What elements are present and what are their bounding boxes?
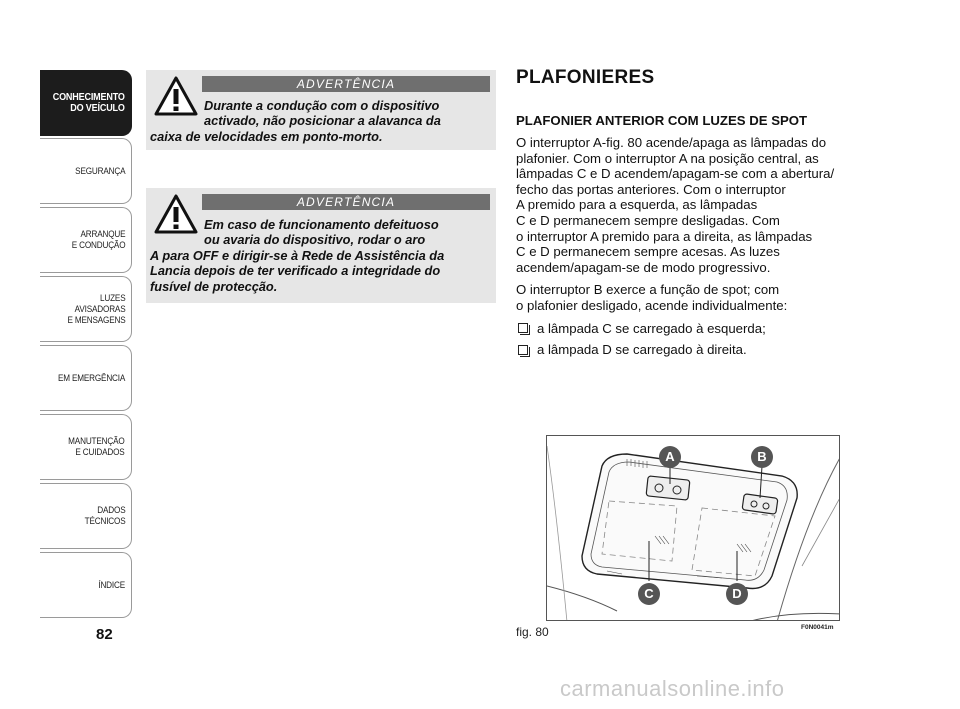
tab-manutencao-e-cuidados[interactable] <box>40 414 132 480</box>
main-content <box>516 66 856 364</box>
chapter-tabs <box>40 70 134 620</box>
callout-b: B <box>751 446 773 468</box>
list-item-text: a lâmpada C se carregado à esquerda; <box>537 320 766 336</box>
warning-line: caixa de velocidades em ponto-morto. <box>150 128 383 144</box>
warning-line: Durante a condução com o dispositivo <box>204 98 440 113</box>
warning-title: ADVERTÊNCIA <box>202 194 490 210</box>
subsection-title: PLAFONIER ANTERIOR COM LUZES DE SPOT <box>516 113 808 128</box>
warning-box-2 <box>146 188 496 303</box>
warning-line: activado, não posicionar a alavanca da <box>204 113 441 129</box>
paragraph: O interruptor A-fig. 80 acende/apaga as lâmpadas do plafonier. Com o interruptor A na posição central, as lâmpadas C e D acendem/apagam-se com a abertura/ fecho das portas anteriores. Com o interruptor A premido para a esquerda, as lâmpadas C e D permanecem sempre desligadas. Com o interruptor A premido para a direita, as lâmpadas C e D permanecem sempre acesas. As luzes acendem/apagam-se de modo progressivo. <box>516 135 835 275</box>
figure-caption: fig. 80 <box>516 625 549 639</box>
warning-title: ADVERTÊNCIA <box>202 76 490 92</box>
tab-label: ÍNDICE <box>98 579 125 591</box>
list-item <box>516 321 856 337</box>
tab-label: EM EMERGÊNCIA <box>57 372 125 384</box>
tab-em-emergencia[interactable] <box>40 345 132 411</box>
bullet-box-icon <box>518 323 528 333</box>
ceiling-light-drawing <box>547 436 840 621</box>
list-item-text: a lâmpada D se carregado à direita. <box>537 342 747 358</box>
watermark: carmanualsonline.info <box>560 676 785 701</box>
figure-code: F0N0041m <box>801 624 834 631</box>
tab-arranque-e-conducao[interactable] <box>40 207 132 273</box>
callout-c: C <box>638 583 660 605</box>
tab-seguranca[interactable] <box>40 138 132 204</box>
callout-a: A <box>659 446 681 468</box>
tab-luzes-avisadoras[interactable] <box>40 276 132 342</box>
tab-indice[interactable] <box>40 552 132 618</box>
bullet-box-icon <box>518 345 528 355</box>
paragraph: O interruptor B exerce a função de spot; com o plafonier desligado, acende individualmente: <box>516 282 788 313</box>
figure-illustration <box>546 435 840 621</box>
section-title: PLAFONIERES <box>516 67 655 88</box>
tab-conhecimento-do-veiculo[interactable] <box>40 70 132 136</box>
tab-label: SEGURANÇA <box>74 165 125 177</box>
tab-dados-tecnicos[interactable] <box>40 483 132 549</box>
warning-line: ou avaria do dispositivo, rodar o aro <box>204 232 426 248</box>
list-item <box>516 342 856 358</box>
tab-label: DADOS TÉCNICOS <box>84 505 125 527</box>
page-number: 82 <box>96 626 113 643</box>
warning-line: A para OFF e dirigir-se à Rede de Assistência da <box>150 247 445 263</box>
tab-label: ARRANQUE E CONDUÇÃO <box>71 229 125 251</box>
warning-line: Em caso de funcionamento defeituoso <box>204 217 439 232</box>
tab-label: CONHECIMENTO DO VEÍCULO <box>52 91 125 114</box>
warning-text <box>150 217 490 294</box>
tab-label: MANUTENÇÃO E CUIDADOS <box>68 436 125 458</box>
tab-label: LUZES AVISADORAS E MENSAGENS <box>66 292 125 326</box>
warning-box-1 <box>146 70 496 150</box>
warning-line: Lancia depois de ter verificado a integridade do <box>150 263 441 279</box>
warning-line: fusível de protecção. <box>150 278 278 294</box>
warning-text <box>150 98 490 144</box>
callout-d: D <box>726 583 748 605</box>
